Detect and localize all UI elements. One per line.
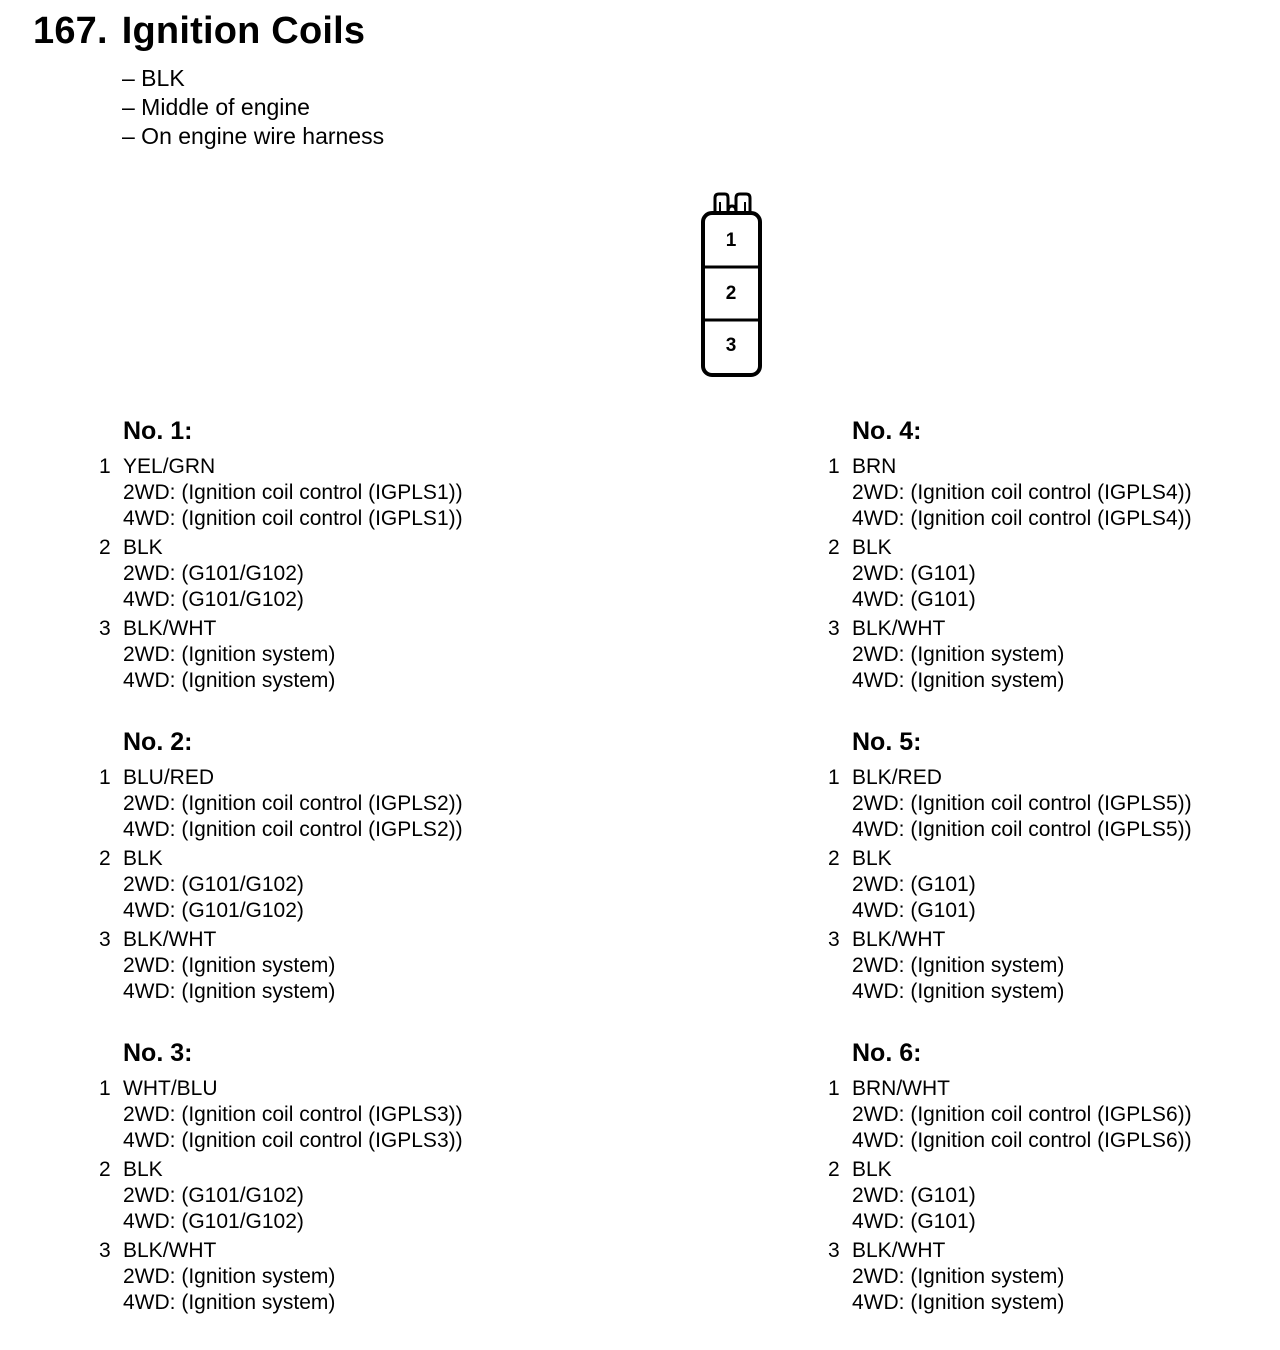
- pin-number: 1: [828, 455, 840, 478]
- pin-number: 2: [828, 847, 840, 870]
- pin-number: 2: [828, 536, 840, 559]
- wire-color: BLK/WHT: [852, 617, 946, 640]
- wire-color: BLK/WHT: [123, 1239, 217, 1262]
- wire-color: BLK: [852, 1158, 892, 1181]
- wd4-circuit: 4WD: (Ignition system): [123, 980, 336, 1003]
- wd2-circuit: 2WD: (Ignition system): [852, 1265, 1065, 1288]
- pin-number: 2: [99, 536, 111, 559]
- pin-number: 3: [828, 617, 840, 640]
- wd4-circuit: 4WD: (G101/G102): [123, 1210, 304, 1233]
- connector-pin-3: 3: [725, 335, 737, 356]
- pin-number: 1: [99, 455, 111, 478]
- pin-entry: [99, 846, 463, 924]
- coil-section-no2: [99, 727, 463, 1008]
- wd2-circuit: 2WD: (Ignition coil control (IGPLS6)): [852, 1103, 1192, 1126]
- wd2-circuit: 2WD: (Ignition system): [123, 954, 336, 977]
- wd4-circuit: 4WD: (G101): [852, 899, 976, 922]
- wd4-circuit: 4WD: (G101/G102): [123, 588, 304, 611]
- pin-entry: [828, 535, 1192, 613]
- wire-color: BLK/RED: [852, 766, 942, 789]
- pin-number: 3: [99, 617, 111, 640]
- coil-section-no4: [828, 416, 1192, 697]
- wire-color: BLK/WHT: [123, 928, 217, 951]
- pin-number: 1: [99, 1077, 111, 1100]
- wd4-circuit: 4WD: (Ignition system): [123, 1291, 336, 1314]
- page-title: [33, 10, 365, 53]
- pin-entry: [99, 616, 463, 694]
- wire-color: BLK: [852, 847, 892, 870]
- pin-number: 2: [828, 1158, 840, 1181]
- wd4-circuit: 4WD: (Ignition system): [852, 1291, 1065, 1314]
- pin-entry: [99, 535, 463, 613]
- pin-number: 2: [99, 1158, 111, 1181]
- coil-heading: No. 5:: [852, 728, 922, 756]
- pin-entry: [828, 616, 1192, 694]
- wd4-circuit: 4WD: (Ignition system): [852, 669, 1065, 692]
- wire-color: BLK: [123, 1158, 163, 1181]
- info-harness: – On engine wire harness: [122, 123, 385, 149]
- wd2-circuit: 2WD: (Ignition coil control (IGPLS4)): [852, 481, 1192, 504]
- wire-color: BLK/WHT: [123, 617, 217, 640]
- info-color: – BLK: [122, 65, 185, 91]
- wire-color: BLK: [852, 536, 892, 559]
- wd2-circuit: 2WD: (G101/G102): [123, 562, 304, 585]
- wd2-circuit: 2WD: (G101/G102): [123, 873, 304, 896]
- wd2-circuit: 2WD: (Ignition system): [852, 954, 1065, 977]
- pin-number: 3: [828, 1239, 840, 1262]
- info-location: – Middle of engine: [122, 94, 310, 120]
- pin-entry: [828, 1238, 1192, 1316]
- pin-entry: [99, 1076, 463, 1154]
- wd2-circuit: 2WD: (Ignition system): [852, 643, 1065, 666]
- wd2-circuit: 2WD: (Ignition coil control (IGPLS2)): [123, 792, 463, 815]
- coil-heading: No. 1:: [123, 417, 193, 445]
- coil-heading: No. 4:: [852, 417, 922, 445]
- wd4-circuit: 4WD: (Ignition coil control (IGPLS5)): [852, 818, 1192, 841]
- pin-entry: [828, 765, 1192, 843]
- wd4-circuit: 4WD: (Ignition coil control (IGPLS1)): [123, 507, 463, 530]
- wd4-circuit: 4WD: (G101/G102): [123, 899, 304, 922]
- wire-color: WHT/BLU: [123, 1077, 218, 1100]
- pin-entry: [828, 1157, 1192, 1235]
- wire-color: BLK: [123, 847, 163, 870]
- wd2-circuit: 2WD: (Ignition system): [123, 643, 336, 666]
- coil-section-no6: [828, 1038, 1192, 1319]
- wire-color: BLU/RED: [123, 766, 215, 789]
- wire-color: BLK/WHT: [852, 1239, 946, 1262]
- wd4-circuit: 4WD: (G101): [852, 588, 976, 611]
- coil-heading: No. 2:: [123, 728, 193, 756]
- wd4-circuit: 4WD: (Ignition coil control (IGPLS4)): [852, 507, 1192, 530]
- coil-section-no3: [99, 1038, 463, 1319]
- connector-pin-1: 1: [725, 230, 737, 251]
- section-number: 167.: [33, 10, 108, 52]
- wd2-circuit: 2WD: (Ignition coil control (IGPLS5)): [852, 792, 1192, 815]
- coil-heading: No. 6:: [852, 1039, 922, 1067]
- wd2-circuit: 2WD: (Ignition coil control (IGPLS1)): [123, 481, 463, 504]
- pin-number: 1: [828, 766, 840, 789]
- pin-entry: [828, 1076, 1192, 1154]
- wd2-circuit: 2WD: (G101): [852, 562, 976, 585]
- pin-entry: [99, 1157, 463, 1235]
- pin-entry: [99, 927, 463, 1005]
- pin-entry: [99, 454, 463, 532]
- coil-section-no1: [99, 416, 463, 697]
- pin-entry: [828, 454, 1192, 532]
- connector-info: [122, 64, 384, 151]
- wd2-circuit: 2WD: (G101/G102): [123, 1184, 304, 1207]
- pin-number: 1: [828, 1077, 840, 1100]
- pin-entry: [828, 846, 1192, 924]
- wd4-circuit: 4WD: (Ignition coil control (IGPLS6)): [852, 1129, 1192, 1152]
- wd4-circuit: 4WD: (G101): [852, 1210, 976, 1233]
- pin-number: 1: [99, 766, 111, 789]
- pin-entry: [99, 1238, 463, 1316]
- wire-color: YEL/GRN: [123, 455, 216, 478]
- connector-diagram: [698, 190, 768, 380]
- wd4-circuit: 4WD: (Ignition coil control (IGPLS3)): [123, 1129, 463, 1152]
- wire-color: BRN: [852, 455, 897, 478]
- wire-color: BLK: [123, 536, 163, 559]
- wd2-circuit: 2WD: (Ignition system): [123, 1265, 336, 1288]
- wd4-circuit: 4WD: (Ignition coil control (IGPLS2)): [123, 818, 463, 841]
- wd4-circuit: 4WD: (Ignition system): [123, 669, 336, 692]
- coil-heading: No. 3:: [123, 1039, 193, 1067]
- pin-entry: [99, 765, 463, 843]
- wire-color: BRN/WHT: [852, 1077, 950, 1100]
- connector-pin-2: 2: [725, 283, 737, 304]
- wd4-circuit: 4WD: (Ignition system): [852, 980, 1065, 1003]
- wd2-circuit: 2WD: (Ignition coil control (IGPLS3)): [123, 1103, 463, 1126]
- pin-entry: [828, 927, 1192, 1005]
- pin-number: 3: [828, 928, 840, 951]
- coil-section-no5: [828, 727, 1192, 1008]
- section-title: Ignition Coils: [121, 10, 366, 52]
- pin-number: 2: [99, 847, 111, 870]
- wd2-circuit: 2WD: (G101): [852, 873, 976, 896]
- wd2-circuit: 2WD: (G101): [852, 1184, 976, 1207]
- pin-number: 3: [99, 1239, 111, 1262]
- pin-number: 3: [99, 928, 111, 951]
- wire-color: BLK/WHT: [852, 928, 946, 951]
